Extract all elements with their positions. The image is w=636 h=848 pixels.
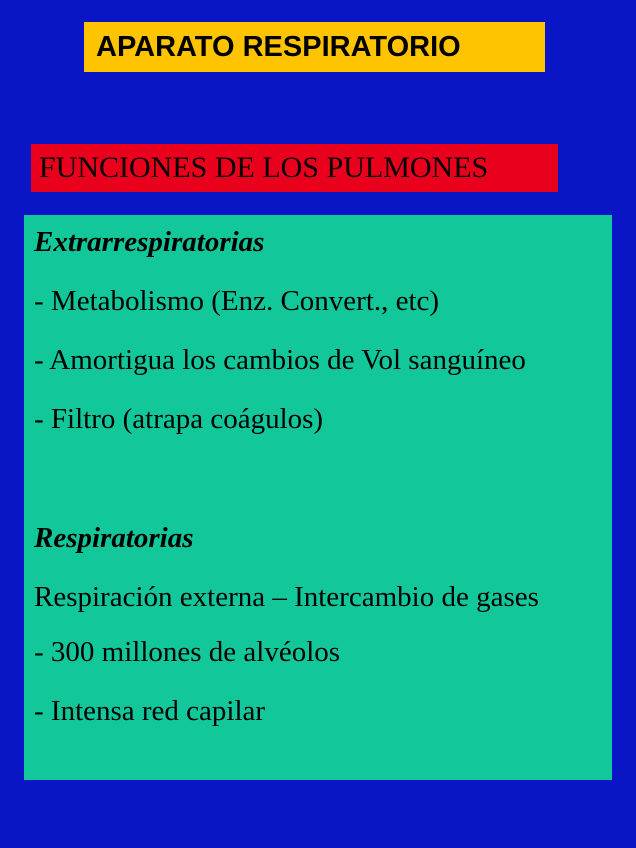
list-item-filtro: - Filtro (atrapa coágulos) xyxy=(34,403,324,435)
slide-title: APARATO RESPIRATORIO xyxy=(96,30,461,63)
section-spacer xyxy=(34,461,602,521)
title-banner xyxy=(84,22,545,72)
section-heading-respiratorias: Respiratorias xyxy=(34,522,194,554)
list-item-respiracion-externa: Respiración externa – Intercambio de gases xyxy=(34,581,539,613)
slide-subtitle: FUNCIONES DE LOS PULMONES xyxy=(39,151,489,184)
list-item-alveolos: - 300 millones de alvéolos xyxy=(34,636,341,668)
content-panel xyxy=(24,215,612,780)
section-heading-extrarrespiratorias: Extrarrespiratorias xyxy=(34,226,265,258)
list-item-amortigua: - Amortigua los cambios de Vol sanguíneo xyxy=(34,344,526,376)
list-item-red-capilar: - Intensa red capilar xyxy=(34,695,266,727)
subtitle-banner xyxy=(31,144,558,192)
list-item-metabolismo: - Metabolismo (Enz. Convert., etc) xyxy=(34,285,440,317)
